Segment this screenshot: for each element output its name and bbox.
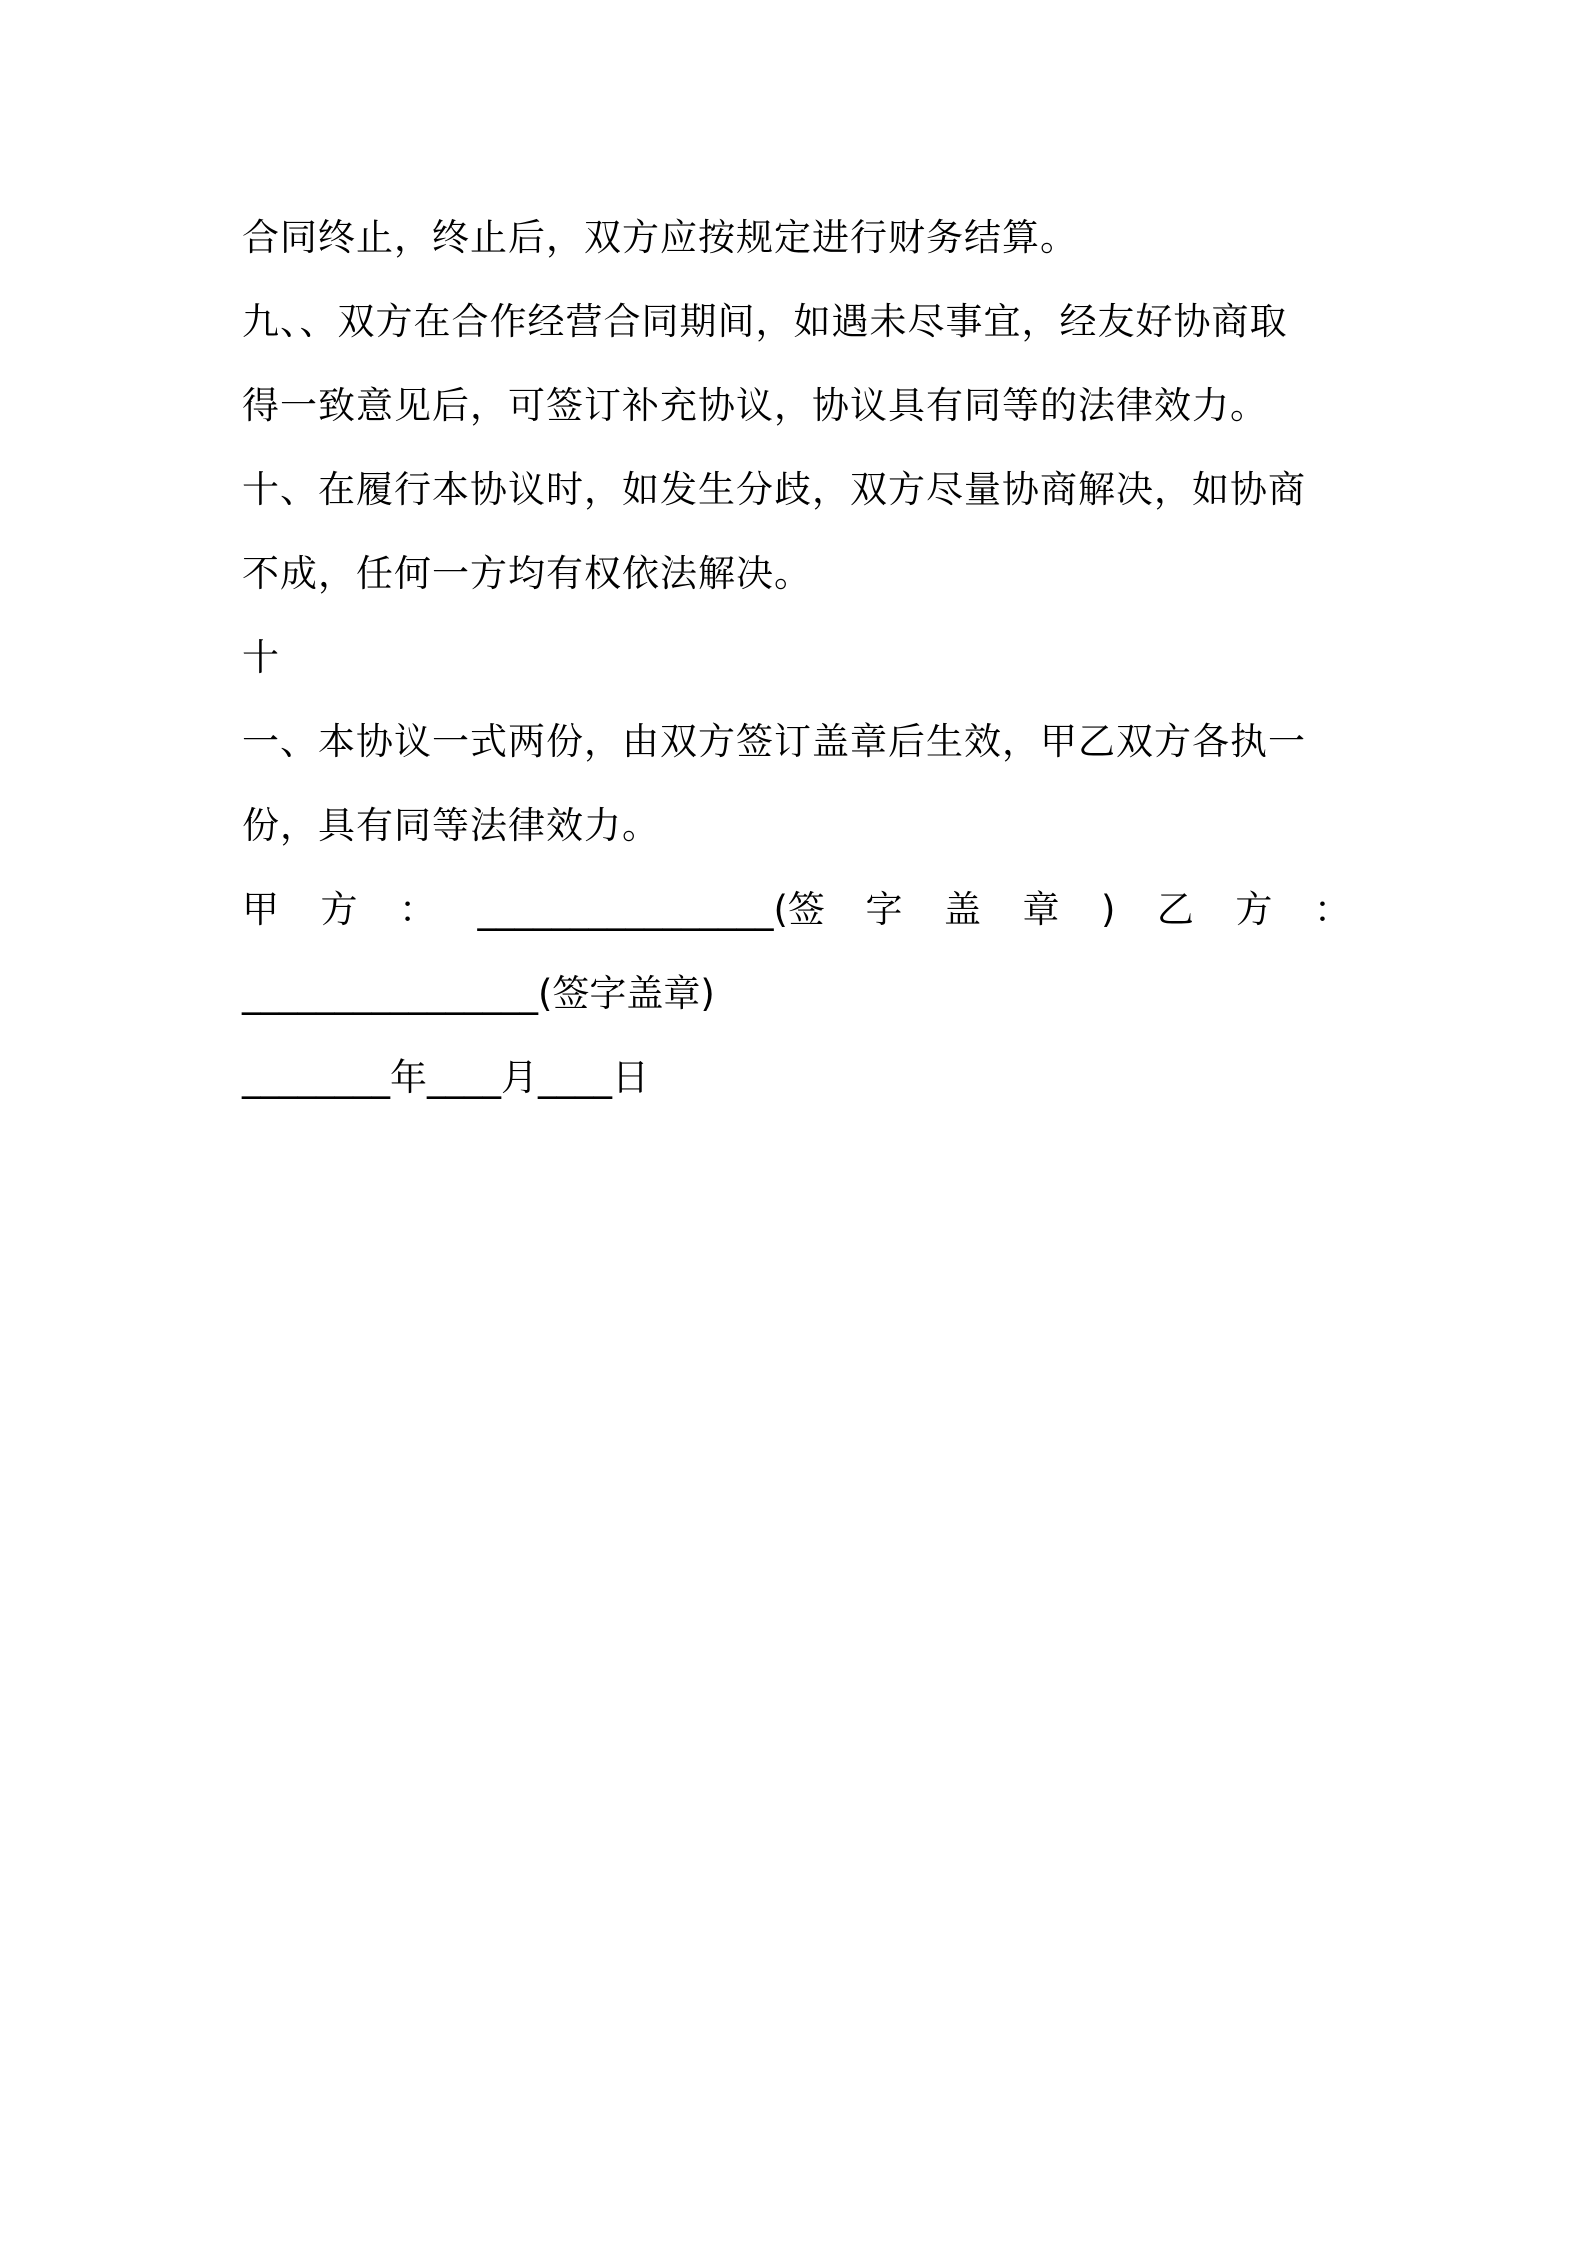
paragraph-line: 合同终止，终止后，双方应按规定进行财务结算。 [242,216,1078,259]
paragraph-line: 份，具有同等法律效力。 [242,804,660,847]
paragraph-line: 九、、双方在合作经营合同期间，如遇未尽事宜，经友好协商取 [242,300,1288,343]
paragraph-line: 得一致意见后，可签订补充协议，协议具有同等的法律效力。 [242,384,1268,427]
signature-char: 章 [1022,888,1061,931]
signature-char: 乙 [1156,888,1195,931]
paragraph-line: 十 [242,636,280,679]
paragraph-line: 一、本协议一式两份，由双方签订盖章后生效，甲乙双方各执一 [242,720,1306,763]
signature-line-party-a-b [242,868,1352,952]
signature-char: 字 [865,888,904,931]
signature-char: 甲 [242,888,280,931]
date-line: ________年____月____日 [242,1056,649,1099]
party-b-signature-line: ________________(签字盖章) [242,972,715,1015]
party-a-signature-blank: ________________(签 [477,888,825,931]
signature-char: 方 [1235,888,1274,931]
signature-char: ) [1100,888,1117,931]
signature-char: ： [399,888,437,931]
signature-char: ： [1313,888,1352,931]
paragraph-line: 十、在履行本协议时，如发生分歧，双方尽量协商解决，如协商 [242,468,1306,511]
signature-char: 方 [320,888,359,931]
paragraph-line: 不成，任何一方均有权依法解决。 [242,552,812,595]
signature-char: 盖 [943,888,982,931]
document-body [242,196,1352,1120]
